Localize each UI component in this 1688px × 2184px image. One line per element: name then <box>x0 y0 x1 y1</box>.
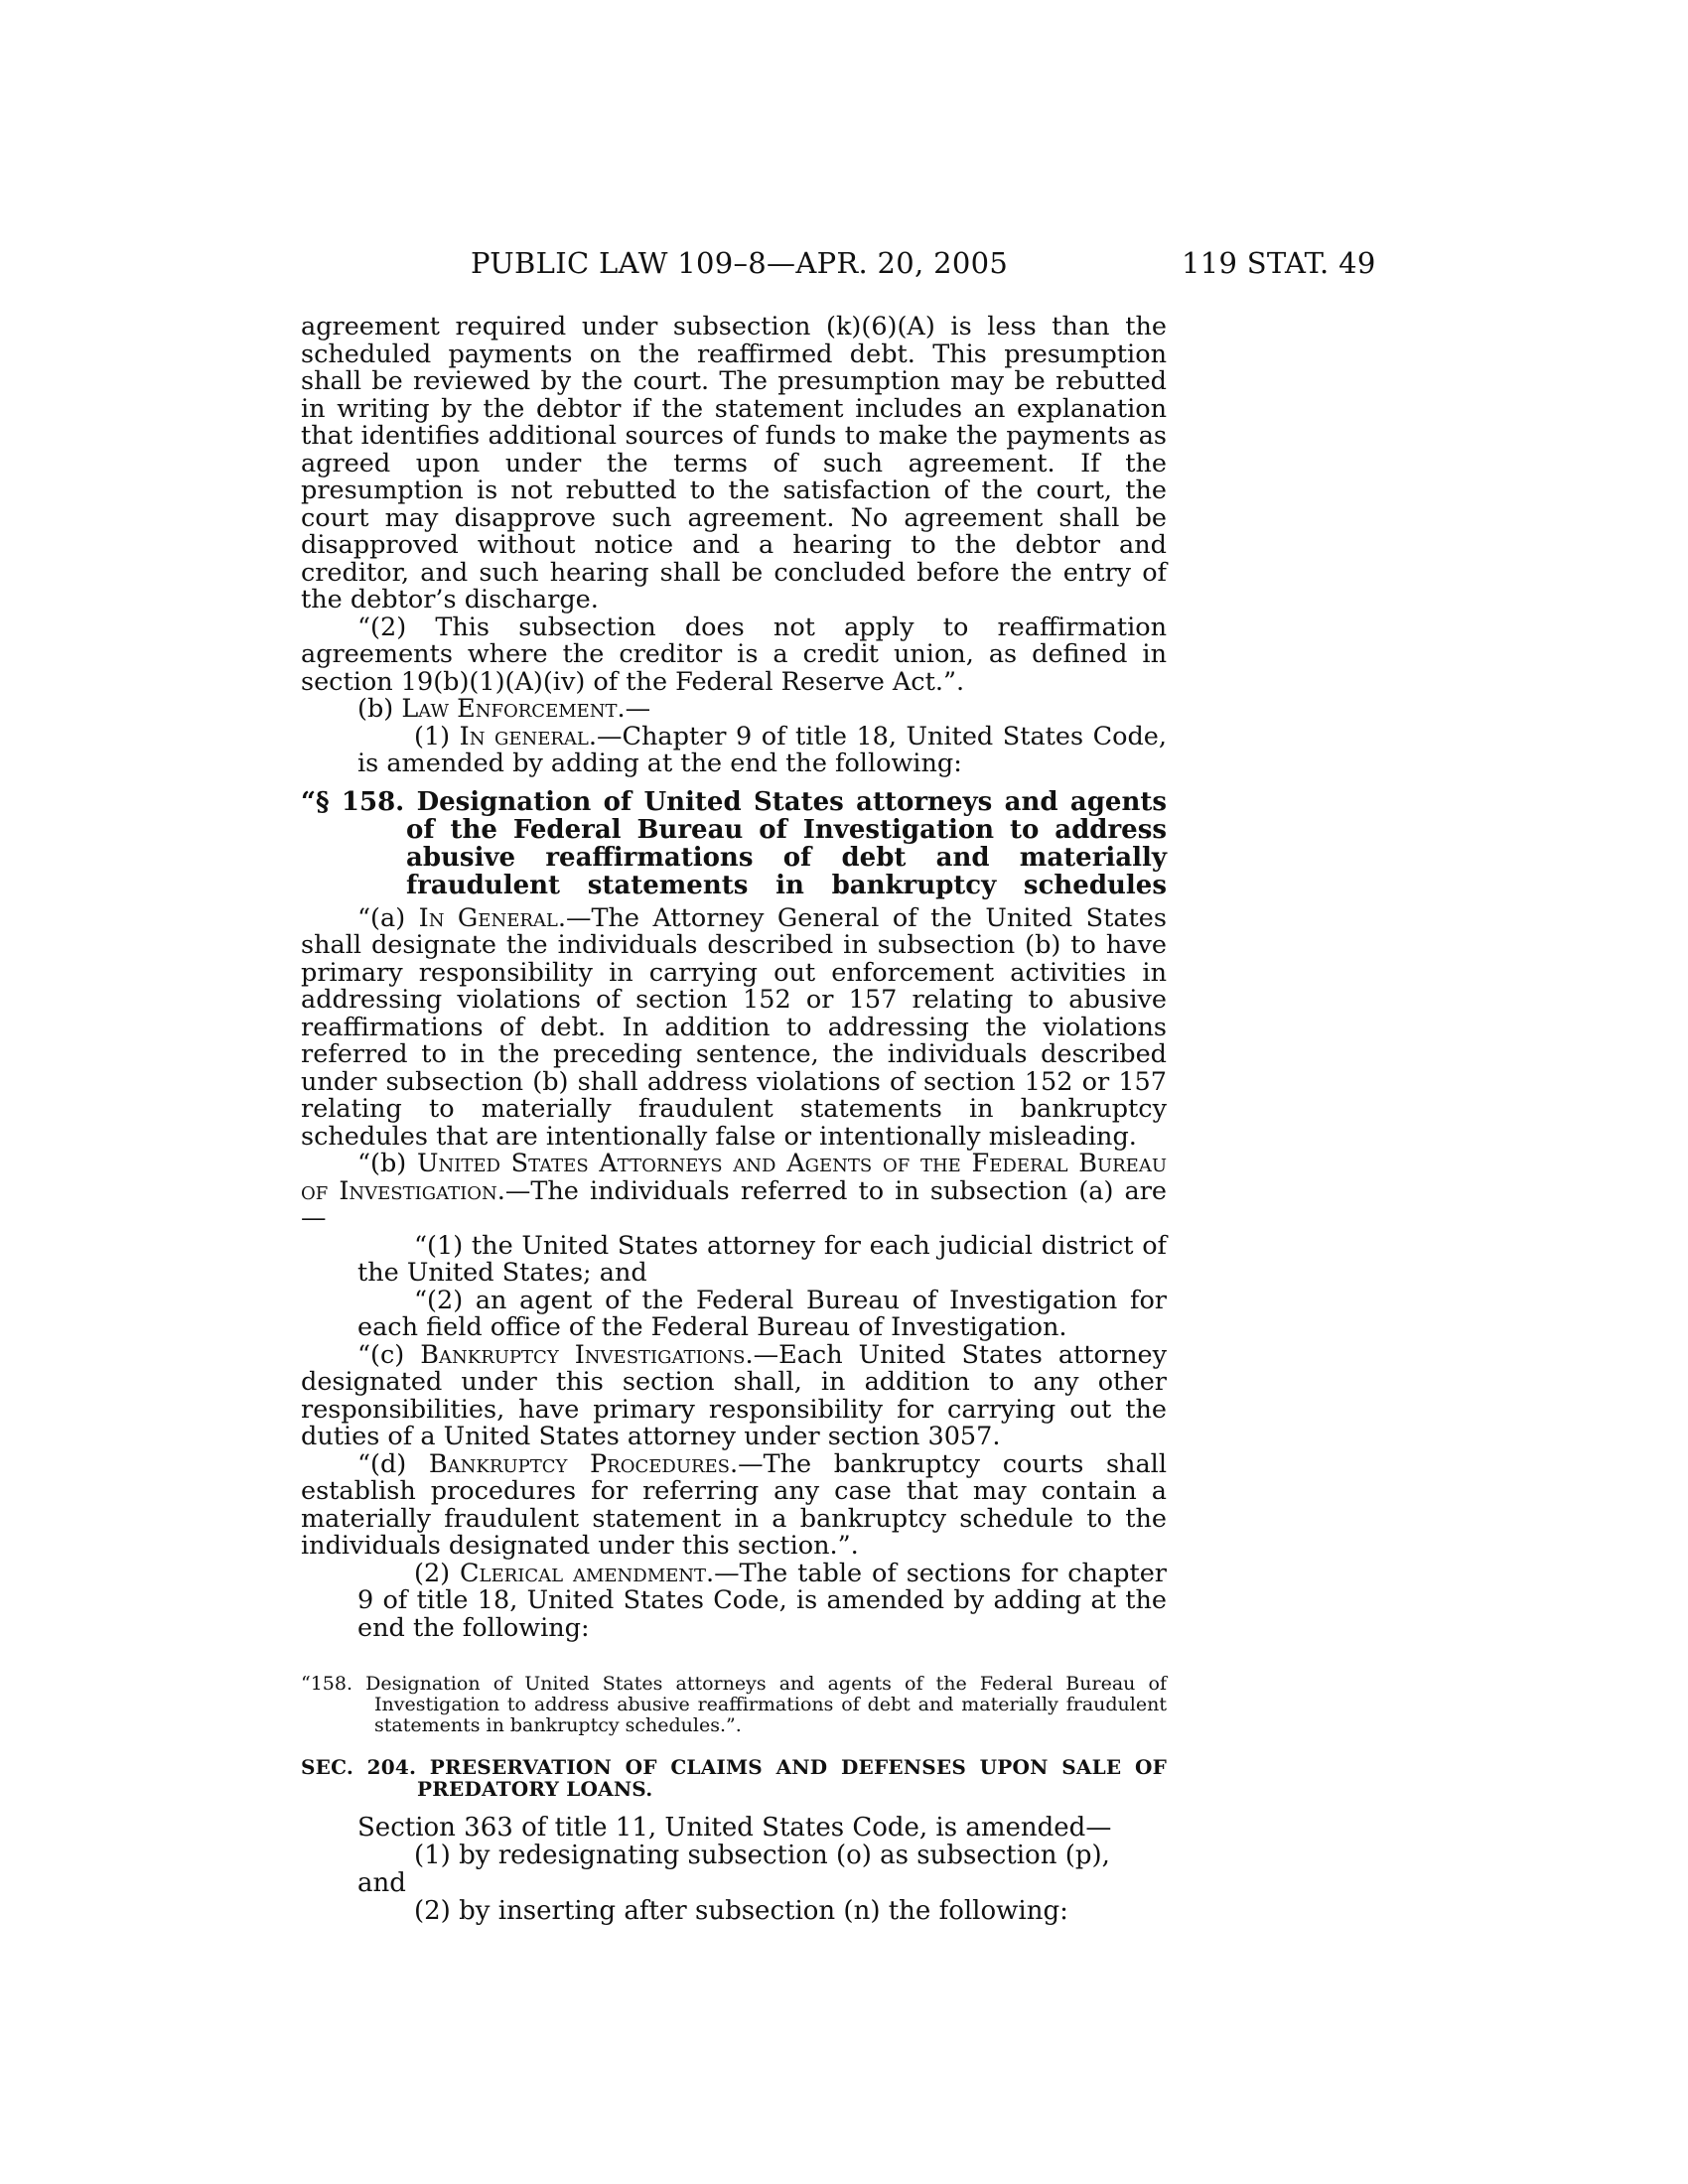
paragraph-b2-text: .—The table of sections for chapter 9 of title 18, United States Code, is amended by adding at the end the following: <box>357 1558 1167 1643</box>
statute-page-reference: 119 STAT. 49 <box>1182 246 1376 280</box>
paragraph-b1-heading: In general <box>459 721 589 751</box>
paragraph-b2-number: (2) <box>414 1558 461 1588</box>
subsection-c-heading: Bankruptcy Investigations <box>420 1339 746 1370</box>
section-158-subsection-a <box>301 902 1167 1152</box>
section-158-subsection-c <box>301 1339 1167 1451</box>
section-158-heading: “§ 158. Designation of United States attorneys and agents of the Federal Bureau of Investigation to address abusive reaffirmations of debt and materially fraudulent statements in bankruptcy schedules <box>301 786 1167 900</box>
subsection-a-number: “(a) <box>357 902 419 933</box>
running-head-title: PUBLIC LAW 109–8—APR. 20, 2005 <box>471 246 1009 280</box>
subsection-b-dash: .— <box>617 694 651 724</box>
subsection-a-heading: In General <box>418 902 558 933</box>
paragraph-b1-number: (1) <box>414 721 460 751</box>
paragraph-continuation: agreement required under subsection (k)(6)(A) is less than the scheduled payments on the reaffirmed debt. This presumption shall be reviewed by the court. The presumption may be rebutted in writing by the debtor if the statement includes an explanation that identifies additional sources of funds to make the payments as agreed upon under the terms of such agreement. If the presumption is not rebutted to the satisfaction of the court, the court may disapprove such agreement. No agreement shall be disapproved without notice and a hearing to the debtor and creditor, and such hearing shall be concluded before the entry of the debtor’s discharge. <box>301 312 1167 614</box>
page-header <box>0 246 1688 286</box>
paragraph-b2-heading: Clerical amendment <box>460 1558 707 1588</box>
table-of-sections-entry: “158. Designation of United States attorneys and agents of the Federal Bureau of Investigation to address abusive reaffirmations of debt and materially fraudulent statements in bankruptcy schedules.”. <box>301 1673 1167 1736</box>
subsection-d-heading: Bankruptcy Procedures <box>428 1448 731 1479</box>
paragraph-b1-in-general <box>301 721 1167 778</box>
subsection-c-text: .—Each United States attorney designated under this section shall, in addition to any other responsibilities, have primary responsibility for carrying out the duties of a United States attorney under section 3057. <box>301 1339 1167 1451</box>
subsection-b2-number: “(b) <box>357 1149 417 1178</box>
section-204-heading: SEC. 204. PRESERVATION OF CLAIMS AND DEFENSES UPON SALE OF PREDATORY LOANS. <box>301 1755 1167 1801</box>
section-204-item-1: (1) by redesignating subsection (o) as subsection (p), and <box>357 1841 1110 1898</box>
section-204-intro: Section 363 of title 11, United States Code, is amended— <box>357 1813 1112 1843</box>
subsection-b-item-1: “(1) the United States attorney for each judicial district of the United States; and <box>357 1230 1167 1288</box>
section-204-item-2: (2) by inserting after subsection (n) the following: <box>414 1896 1068 1926</box>
subsection-b2-text: .—The individuals referred to in subsection (a) are— <box>301 1175 1168 1233</box>
body-column <box>301 314 1167 1925</box>
subsection-b-item-2: “(2) an agent of the Federal Bureau of Investigation for each field office of the Federal Bureau of Investigation. <box>357 1285 1167 1342</box>
section-158-subsection-d <box>301 1448 1167 1561</box>
subsection-b-number: (b) <box>357 694 402 724</box>
subsection-b-law-enforcement <box>301 696 1167 724</box>
subsection-b-heading: Law Enforcement <box>401 694 618 724</box>
subsection-c-number: “(c) <box>357 1339 421 1370</box>
subsection-a-text: .—The Attorney General of the United States shall designate the individuals described in subsection (b) to have primary responsibility in carrying out enforcement activities in addressing violations of section 152 or 157 relating to abusive reaffirmations of debt. In addition to addressing the violations referred to in the preceding sentence, the individuals described under subsection (b) shall address violations of section 152 or 157 relating to materially fraudulent statements in bankruptcy schedules that are intentionally false or intentionally misleading. <box>301 902 1167 1152</box>
paragraph-subsection-2: “(2) This subsection does not apply to reaffirmation agreements where the creditor is a credit union, as defined in section 19(b)(1)(A)(iv) of the Federal Reserve Act.”. <box>301 612 1167 697</box>
paragraph-b1-text: .—Chapter 9 of title 18, United States Code, is amended by adding at the end the following: <box>357 721 1167 778</box>
paragraph-b2-clerical-amendment <box>301 1558 1167 1643</box>
subsection-d-text: .—The bankruptcy courts shall establish procedures for referring any case that may contain a materially fraudulent statement in a bankruptcy schedule to the individuals designated under this section.”. <box>301 1448 1167 1561</box>
section-158-subsection-b <box>301 1151 1167 1233</box>
subsection-b2-heading: United States Attorneys and Agents of the Federal Bureau of Investigation <box>301 1149 1167 1206</box>
subsection-d-number: “(d) <box>357 1448 429 1479</box>
